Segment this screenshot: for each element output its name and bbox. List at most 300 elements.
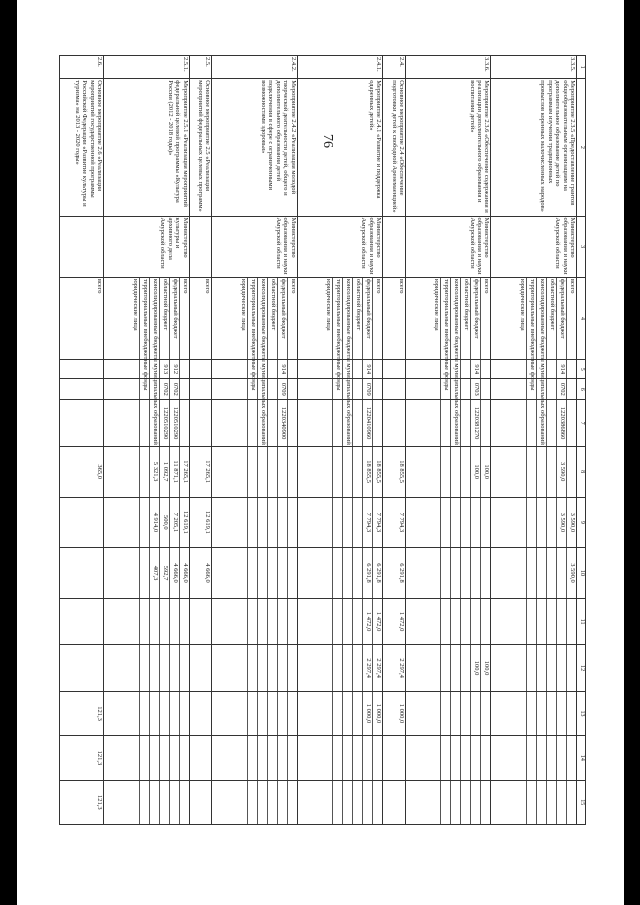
value [288,360,297,378]
value [343,548,353,598]
value: 592,7 [160,548,170,598]
value [462,400,472,445]
value: 3 590,0 [557,447,567,497]
value [452,498,462,548]
column-number-header: 6 [577,379,586,400]
value-cell [189,736,212,780]
value [202,781,211,824]
value [517,645,527,690]
executor [189,216,212,277]
value [432,781,442,824]
value [547,548,557,598]
value-cell [491,446,577,497]
value-cell [297,780,383,824]
value-cell [212,736,298,780]
value [527,599,537,644]
value-cell [406,598,492,644]
value [363,736,373,779]
value-cell [406,400,492,446]
value-cell [60,780,104,824]
value [248,498,258,548]
value-cell [189,691,212,735]
value [268,360,278,378]
value: 914 [278,360,288,378]
value: 1220510290 [160,400,170,445]
value [323,400,333,445]
value [442,498,452,548]
value [278,498,288,548]
value-cell [212,645,298,691]
funding-source: территориальные внебюджетные фонды [443,278,451,391]
value [353,379,363,399]
value [140,498,150,548]
value: 17 265,1 [181,460,189,484]
value [482,736,491,779]
value: 100,0 [472,645,482,690]
value [130,736,140,779]
value-cell [104,645,190,691]
table-row [383,56,406,825]
value [130,498,140,548]
value [180,379,189,399]
value [278,736,288,779]
value [180,360,189,378]
funding-source: федеральный бюджет [472,278,482,359]
value: 7 794,3 [375,512,383,533]
value-cell [104,548,190,599]
table-row [60,56,104,825]
funding-source: всего [483,278,491,294]
value [373,781,382,824]
value [323,645,333,690]
value-cell [406,780,492,824]
value [323,736,333,779]
value: 3 590,0 [557,498,567,548]
value [258,548,268,598]
value [130,781,140,824]
value [180,400,189,445]
value [527,781,537,824]
value-cell [60,360,104,379]
value [130,447,140,497]
value: 0702 [160,379,170,399]
column-number-header: 14 [577,736,586,780]
value [452,447,462,497]
value [160,645,170,690]
funding-source: всего [289,278,297,294]
budget-table [59,55,586,825]
value [537,447,547,497]
value [343,781,353,824]
value: 5 321,3 [150,447,160,497]
value [482,548,491,598]
value: 914 [557,360,567,378]
value [547,736,557,779]
value-cell [212,548,298,599]
activity-name: Основное мероприятие 2.5 «Реализация мероприятий федеральных целевых программ» [189,79,212,216]
column-number-header: 4 [577,277,586,359]
value-cell [491,736,577,780]
value [288,548,297,598]
value-cell [212,598,298,644]
value [268,548,278,598]
value-cell [189,780,212,824]
value [288,447,297,497]
value [150,692,160,735]
value [268,781,278,824]
value [547,599,557,644]
value: 121,3 [96,706,104,721]
funding-source: всего [569,278,576,294]
value [537,736,547,779]
value [432,498,442,548]
value [432,736,442,779]
column-number-header: 7 [577,400,586,446]
value [527,548,537,598]
executor: Министерство образования и науки Амурской области [297,216,383,277]
value [170,599,180,644]
value [432,360,442,378]
value [94,498,103,548]
value [353,400,363,445]
executor: Министерство образования и науки Амурской области [491,216,577,277]
row-number: 2.6. [60,56,104,79]
value [160,781,170,824]
funding-source: федеральный бюджет [557,278,567,359]
value [288,781,297,824]
value [150,599,160,644]
value [517,360,527,378]
value-cell [406,446,492,497]
value: 100,0 [472,447,482,497]
value [567,360,576,378]
value [343,692,353,735]
value-cell [491,400,577,446]
value-cell [104,780,190,824]
value [557,599,567,644]
value [268,692,278,735]
value [547,781,557,824]
value [373,360,382,378]
row-number: 3.3.5. [491,56,577,79]
value [180,692,189,735]
funding-source: территориальные внебюджетные фонды [335,278,343,391]
funding-source: областной бюджет [268,278,278,359]
activity-name: Основное мероприятие 2.6 «Реализация мероприятий государственной программы Российской Федерации «Развитие культуры и туризма» на 2013 - 2020 годы» [60,79,104,216]
value-cell [383,379,406,400]
value [567,379,576,399]
value [288,736,297,779]
value [462,645,472,690]
value-cell [104,736,190,780]
funding-source-cell [189,277,212,359]
value-cell [189,497,212,548]
value [527,498,537,548]
value-cell [297,691,383,735]
value [517,599,527,644]
funding-source-cell [60,277,104,359]
value: 0702 [170,379,180,399]
value [258,447,268,497]
value [248,400,258,445]
value [94,645,103,690]
value: 1220510290 [170,400,180,445]
value [130,645,140,690]
value-cell [297,645,383,691]
funding-source: всего [398,278,405,294]
table-row [491,56,577,825]
value: 4 666,0 [204,563,212,583]
row-number: 2.4. [383,56,406,79]
column-number-header: 1 [577,56,586,79]
value [527,645,537,690]
value [333,645,343,690]
value [150,781,160,824]
value [323,548,333,598]
value [202,599,211,644]
value [452,599,462,644]
value: 7 205,1 [170,498,180,548]
activity-name: Мероприятие 2.3.6 «Обеспечение содержания и реализации дополнительного образования и воспитания детей» [406,79,492,216]
value: 7 794,3 [363,498,373,548]
value-cell [189,360,212,379]
row-number: 2.5.1. [104,56,190,79]
funding-source: федеральный бюджет [278,278,288,359]
value [238,736,248,779]
value-cell [297,497,383,548]
value: 1 000,0 [363,692,373,735]
value [278,692,288,735]
table-row [406,56,492,825]
value [278,548,288,598]
value [472,548,482,598]
value [238,781,248,824]
value: 1220386860 [557,400,567,445]
value-cell [383,548,406,599]
value: 914 [472,360,482,378]
value-cell [60,691,104,735]
value [452,781,462,824]
value-cell [60,736,104,780]
value-cell [383,598,406,644]
value [517,498,527,548]
funding-source: всего [375,278,383,294]
value [94,548,103,598]
document-page [17,0,624,905]
value [472,692,482,735]
executor [383,216,406,277]
executor [60,216,104,277]
activity-name: Мероприятие 2.4.1 «Развитие и поддержка одаренных детей» [297,79,383,216]
value [333,781,343,824]
value [248,599,258,644]
value [452,692,462,735]
value [248,447,258,497]
value [140,599,150,644]
funding-source: территориальные внебюджетные фонды [529,278,536,391]
value [442,447,452,497]
value [567,736,576,779]
value: 4 666,0 [181,563,189,583]
value [396,400,405,445]
value [248,645,258,690]
value [527,736,537,779]
value [130,379,140,399]
value-cell [104,446,190,497]
value [353,599,363,644]
funding-source: юридические лица [323,278,333,359]
value [567,447,576,497]
column-number-header: 5 [577,360,586,379]
value-cell [406,548,492,599]
value-cell [212,780,298,824]
value [268,447,278,497]
value-cell [60,446,104,497]
column-number-header: 10 [577,548,586,599]
value [248,692,258,735]
value [180,736,189,779]
value [288,692,297,735]
value [547,400,557,445]
value [452,548,462,598]
value: 100,0 [483,464,491,479]
value-cell [104,497,190,548]
column-number-header: 8 [577,446,586,497]
value [170,692,180,735]
activity-name: Мероприятие 2.3.5 «Предоставление грантов общеобразовательным организациям на дополнительное образование детей по программам изучения традиционных промыслов коренных малочисленных народов» [491,79,577,216]
value [130,400,140,445]
value [238,645,248,690]
value [238,400,248,445]
value [482,781,491,824]
value [432,645,442,690]
value [268,599,278,644]
page-number: 76 [320,134,335,148]
value [94,400,103,445]
value [482,400,491,445]
value-cell [383,446,406,497]
value [537,692,547,735]
value [258,692,268,735]
value [323,447,333,497]
table-row [104,56,190,825]
value-cell [406,497,492,548]
table-row [189,56,212,825]
value [442,400,452,445]
funding-source: консолидированные бюджеты муниципальных образований [259,278,267,445]
value-cell [212,497,298,548]
value [353,360,363,378]
value: 7 794,3 [398,512,405,533]
value [130,548,140,598]
value [517,692,527,735]
value [202,379,211,399]
value [462,447,472,497]
value-cell [383,736,406,780]
value-cell [383,497,406,548]
value-cell [383,691,406,735]
value [432,599,442,644]
value [333,736,343,779]
value-cell [104,691,190,735]
value [452,736,462,779]
value-cell [383,780,406,824]
value [343,498,353,548]
value [278,781,288,824]
value [323,498,333,548]
value-cell [297,400,383,446]
value [258,645,268,690]
funding-source: областной бюджет [462,278,472,359]
column-number-header: 9 [577,497,586,548]
value [180,599,189,644]
column-number-header: 3 [577,216,586,277]
value-cell [297,446,383,497]
value-cell [189,379,212,400]
value: 3 590,0 [569,512,576,533]
value: 17 265,1 [204,460,212,484]
value [557,548,567,598]
value [567,645,576,690]
value-cell [104,598,190,644]
value [278,599,288,644]
value-cell [60,548,104,599]
value [150,645,160,690]
value [248,781,258,824]
value: 912 [170,360,180,378]
value [140,736,150,779]
value [537,599,547,644]
value [432,447,442,497]
value [396,736,405,779]
value [557,736,567,779]
funding-source: федеральный бюджет [170,278,180,359]
funding-source: юридические лица [432,278,442,359]
value-cell [406,736,492,780]
funding-source: территориальные внебюджетные фонды [141,278,149,391]
value [353,498,363,548]
value: 1 472,0 [398,611,405,632]
value [527,447,537,497]
value: 18 855,5 [398,460,405,484]
executor: Министерство культуры и архивного дела Амурской области [104,216,190,277]
value [373,736,382,779]
value [258,599,268,644]
value [353,692,363,735]
value [258,498,268,548]
value-cell [104,400,190,446]
value [373,379,382,399]
value: 1 000,0 [375,703,383,724]
value: 11 871,1 [170,447,180,497]
value: 12 619,1 [204,510,212,534]
value [482,692,491,735]
executor: Министерство образования и науки Амурской области [406,216,492,277]
value [323,599,333,644]
value [258,736,268,779]
value: 913 [160,360,170,378]
value: 6 291,8 [375,563,383,583]
value [517,447,527,497]
value [268,645,278,690]
value [94,379,103,399]
row-number: 2.4.2. [212,56,298,79]
value [333,447,343,497]
column-number-header: 13 [577,691,586,735]
value-cell [189,598,212,644]
value-cell [189,400,212,446]
value [288,645,297,690]
